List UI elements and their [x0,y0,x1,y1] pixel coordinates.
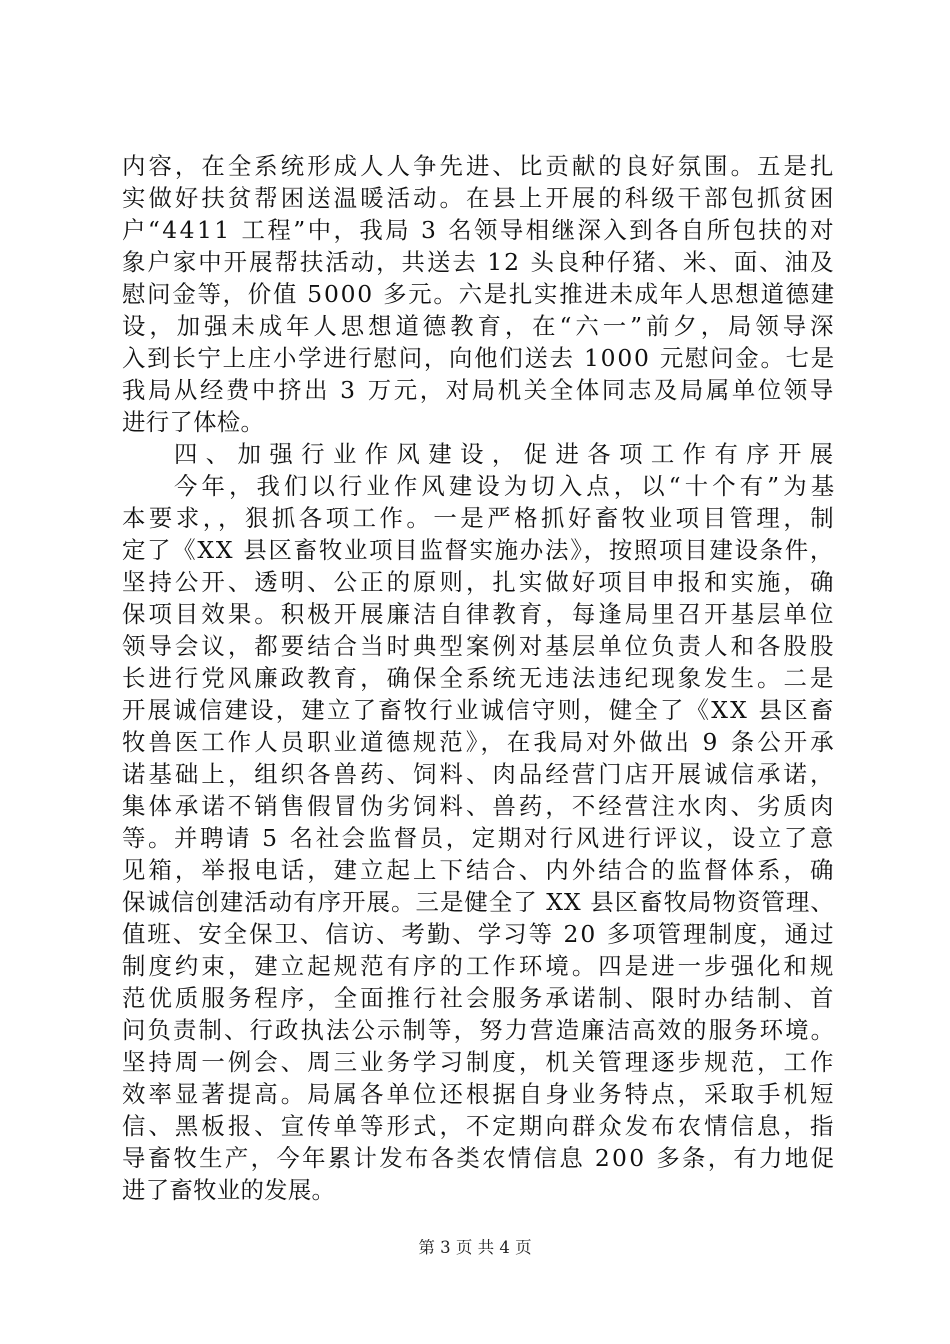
text-line: 见箱，举报电话，建立起上下结合、内外结合的监督体系，确 [122,856,837,884]
text-line: 问负责制、行政执法公示制等，努力营造廉洁高效的服务环境。 [122,1016,837,1044]
text-line: 值班、安全保卫、信访、考勤、学习等 20 多项管理制度，通过 [122,920,836,948]
body-text [122,150,842,1206]
text-line: 信、黑板报、宣传单等形式，不定期向群众发布农情信息，指 [122,1112,837,1140]
text-line: 坚持周一例会、周三业务学习制度，机关管理逐步规范，工作 [122,1048,837,1076]
text-line: 范优质服务程序，全面推行社会服务承诺制、限时办结制、首 [122,984,837,1012]
text-line: 户“4411 工程”中，我局 3 名领导相继深入到各自所包扶的对 [122,216,836,244]
text-line: 长进行党风廉政教育，确保全系统无违法违纪现象发生。二是 [122,664,837,692]
text-line: 慰问金等，价值 5000 多元。六是扎实推进未成年人思想道德建 [122,280,836,308]
text-line: 保诚信创建活动有序开展。三是健全了 XX 县区畜牧局物资管理、 [122,888,835,916]
text-line: 牧兽医工作人员职业道德规范》，在我局对外做出 9 条公开承 [122,728,837,756]
text-line: 内容，在全系统形成人人争先进、比贡献的良好氛围。五是扎 [122,152,837,180]
text-line: 效率显著提高。局属各单位还根据自身业务特点，采取手机短 [122,1080,837,1108]
text-line: 象户家中开展帮扶活动，共送去 12 头良种仔猪、米、面、油及 [122,248,836,276]
text-line: 本要求，，狠抓各项工作。一是严格抓好畜牧业项目管理，制 [122,504,838,532]
page-footer: 第 3 页 共 4 页 [418,1238,532,1257]
text-line: 保项目效果。积极开展廉洁自律教育，每逢局里召开基层单位 [122,600,837,628]
text-line: 我局从经费中挤出 3 万元，对局机关全体同志及局属单位领导 [122,376,836,404]
text-line: 坚持公开、透明、公正的原则，扎实做好项目申报和实施，确 [122,568,837,596]
text-line: 开展诚信建设，建立了畜牧行业诚信守则，健全了《XX 县区畜 [122,696,836,724]
text-line: 领导会议，都要结合当时典型案例对基层单位负责人和各股股 [122,632,837,660]
text-line: 诺基础上，组织各兽药、饲料、肉品经营门店开展诚信承诺， [122,760,837,788]
text-line: 导畜牧生产，今年累计发布各类农情信息 200 多条，有力地促 [122,1144,837,1172]
text-line: 进了畜牧业的发展。 [122,1176,336,1204]
text-line: 进行了体检。 [122,408,265,436]
text-line: 入到长宁上庄小学进行慰问，向他们送去 1000 元慰问金。七是 [122,344,836,372]
text-line: 设，加强未成年人思想道德教育，在“六一”前夕，局领导深 [122,312,838,340]
text-line: 定了《XX 县区畜牧业项目监督实施办法》，按照项目建设条件， [122,536,836,564]
text-line: 等。并聘请 5 名社会监督员，定期对行风进行评议，设立了意 [122,824,836,852]
text-line: 实做好扶贫帮困送温暖活动。在县上开展的科级干部包抓贫困 [122,184,837,212]
text-line: 今年，我们以行业作风建设为切入点，以“十个有”为基 [174,472,839,500]
text-line: 集体承诺不销售假冒伪劣饲料、兽药，不经营注水肉、劣质肉 [122,792,837,820]
text-line: 制度约束，建立起规范有序的工作环境。四是进一步强化和规 [122,952,837,980]
section-heading: 四、加强行业作风建设，促进各项工作有序开展 [174,440,842,468]
